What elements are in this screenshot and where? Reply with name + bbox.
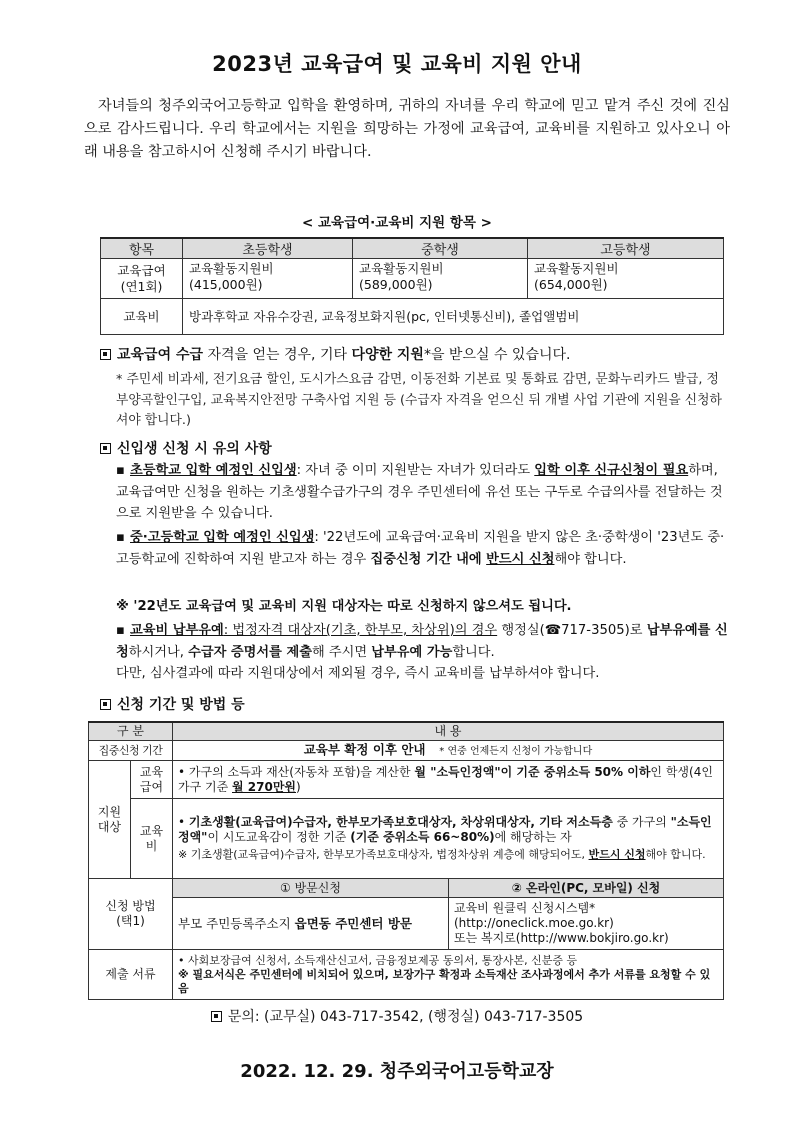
page-title: 2023년 교육급여 및 교육비 지원 안내 [212, 52, 582, 76]
intro-paragraph: 자녀들의 청주외국어고등학교 입학을 환영하며, 귀하의 자녀를 우리 학교에 믿고 맡겨 주신 것에 진심으로 감사드립니다. 우리 학교에서는 지원을 희망하는 가정에 교육급여, 교육비를 지원하고 있사오니 아래 내용을 참고하시어 신청해 주시기 바랍니다. [84, 98, 730, 160]
section1-heading: 교육급여 수급 자격을 얻는 경우, 기타 다양한 지원*을 받으실 수 있습니다. [100, 344, 730, 364]
table-row [89, 799, 724, 879]
col-header: 중학생 [353, 238, 528, 259]
row-label: 신청 방법 (택1) [89, 879, 173, 950]
col-header: 항목 [101, 238, 183, 259]
row-label: 제출 서류 [89, 950, 173, 1000]
footer-signature: 2022. 12. 29. 청주외국어고등학교장 [240, 1061, 554, 1082]
support-items-table [100, 237, 724, 335]
application-table [88, 721, 724, 1000]
table-cell: • 기초생활(교육급여)수급자, 한부모가족보호대상자, 차상위대상자, 기타 저소득층 중 가구의 "소득인정액"이 시도교육감이 정한 기준 (기준 중위소득 66~80%)에 해당하는 자 ※ 기초생활(교육급여)수급자, 한부모가족보호대상자, 법정차상위 계층에 해당되어도, 반드시 신청해야 합니다. [173, 799, 724, 879]
table-header-row [101, 238, 724, 259]
section2-bullet-3: ▪ 교육비 납부유예: 법정자격 대상자(기초, 한부모, 차상위)의 경우 행정실(☎717-3505)로 납부유예를 신청하시거나, 수급자 증명서를 제출해 주시면 납부유예 가능합니다. 다만, 심사결과에 따라 지원대상에서 제외될 경우, 즉시 교육비를 납부하셔야 합니다. [116, 623, 728, 681]
table-cell: 방과후학교 자유수강권, 교육정보화지원(pc, 인터넷통신비), 졸업앨범비 [183, 299, 724, 335]
row-label: 교육급여 (연1회) [101, 259, 183, 299]
table-cell: 교육활동지원비 (589,000원) [353, 259, 528, 299]
table-row [89, 898, 724, 950]
table-header-row [89, 722, 724, 741]
support-table-title: < 교육급여·교육비 지원 항목 > [301, 215, 492, 231]
row-label: 지원 대상 [89, 761, 131, 879]
table-row [89, 950, 724, 1000]
online-method-cell: 교육비 원클릭 신청시스템* (http://oneclick.moe.go.kr) 또는 복지로(http://www.bokjiro.go.kr) [449, 898, 724, 950]
visit-method-cell: 부모 주민등록주소지 읍면동 주민센터 방문 [173, 898, 449, 950]
row-sublabel: 교육비 [131, 799, 173, 879]
section1-note: * 주민세 비과세, 전기요금 할인, 도시가스요금 감면, 이동전화 기본료 및 통화료 감면, 문화누리카드 발급, 정부양곡할인구입, 교육복지안전망 구축사업 지원 등 (수급자 자격을 얻으신 뒤 개별 사업 기관에 지원을 신청하셔야 합니다.) [116, 372, 722, 428]
square-bullet-icon [100, 443, 111, 454]
section2-heading: 신입생 신청 시 유의 사항 [100, 438, 272, 458]
online-method-header: ② 온라인(PC, 모바일) 신청 [449, 879, 724, 898]
col-header: 구 분 [89, 722, 173, 741]
table-cell: • 가구의 소득과 재산(자동차 포함)을 계산한 월 "소득인정액"이 기준 중위소득 50% 이하인 학생(4인 가구 기준 월 270만원) [173, 761, 724, 799]
section3-heading: 신청 기간 및 방법 등 [100, 694, 245, 714]
contact-line: 문의: (교무실) 043-717-3542, (행정실) 043-717-3505 [0, 1006, 794, 1026]
table-row [89, 741, 724, 761]
section2-bullet-2: ▪ 중·고등학교 입학 예정인 신입생: '22년도에 교육급여·교육비 지원을 받지 않은 초·중학생이 '23년도 중·고등학교에 진학하여 지원 받고자 하는 경우 집중신청 기간 내에 반드시 신청해야 합니다. [116, 530, 725, 567]
row-label: 집중신청 기간 [89, 741, 173, 761]
col-header: 초등학생 [183, 238, 353, 259]
col-header: 내 용 [173, 722, 724, 741]
row-sublabel: 교육 급여 [131, 761, 173, 799]
visit-method-header: ① 방문신청 [173, 879, 449, 898]
row-label: 교육비 [101, 299, 183, 335]
table-row [101, 259, 724, 299]
square-bullet-icon [211, 1011, 222, 1022]
square-bullet-icon [100, 349, 111, 360]
table-cell: 교육활동지원비 (654,000원) [528, 259, 724, 299]
square-bullet-icon [100, 699, 111, 710]
table-cell: 교육활동지원비 (415,000원) [183, 259, 353, 299]
section2-note: ※ '22년도 교육급여 및 교육비 지원 대상자는 따로 신청하지 않으셔도 됩니다. [116, 599, 572, 614]
table-row [101, 299, 724, 335]
table-row [89, 879, 724, 898]
section2-bullet-1: ▪ 초등학교 입학 예정인 신입생: 자녀 중 이미 지원받는 자녀가 있더라도 입학 이후 신규신청이 필요하며, 교육급여만 신청을 원하는 기초생활수급가구의 경우 주민센터에 유선 또는 구두로 수급의사를 전달하는 것으로 지원받을 수 있습니다. [116, 463, 723, 521]
table-row [89, 761, 724, 799]
table-cell: • 사회보장급여 신청서, 소득재산신고서, 금융정보제공 동의서, 통장사본, 신분증 등 ※ 필요서식은 주민센터에 비치되어 있으며, 보장가구 확정과 소득재산 조사과정에서 추가 서류를 요청할 수 있음 [173, 950, 724, 1000]
table-cell: 교육부 확정 이후 안내 * 연중 언제든지 신청이 가능합니다 [173, 741, 724, 761]
col-header: 고등학생 [528, 238, 724, 259]
